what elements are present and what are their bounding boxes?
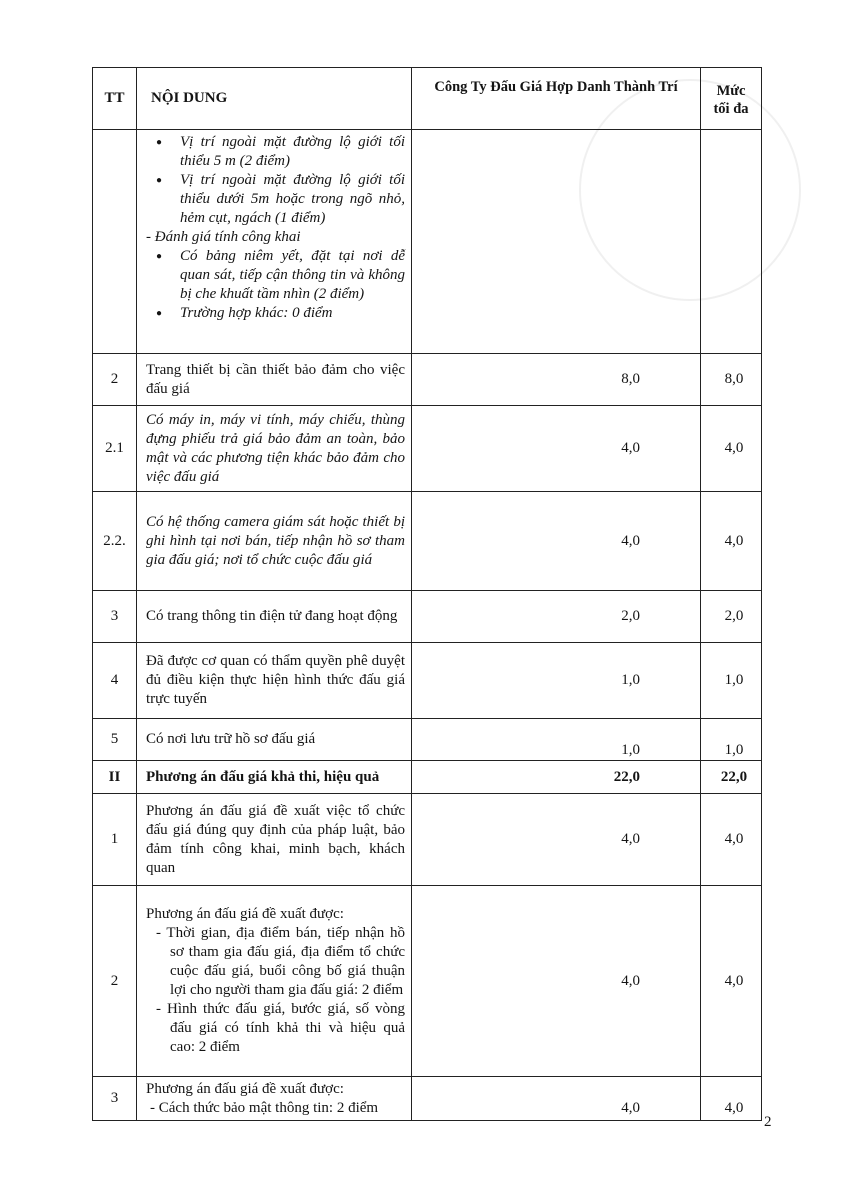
row-intro: Phương án đấu giá đề xuất được: <box>146 906 344 922</box>
row-tt: 2.2. <box>93 492 137 591</box>
table-row <box>93 1077 762 1121</box>
row-max: 4,0 <box>701 794 762 886</box>
list-item: ● Vị trí ngoài mặt đường lộ giới tối thiểu 5 m (2 điểm) <box>180 133 405 171</box>
table-row <box>93 492 762 591</box>
row-tt: 1 <box>93 794 137 886</box>
row-score: 2,0 <box>412 591 701 643</box>
row-content <box>137 886 412 1077</box>
section-score: 22,0 <box>412 761 701 794</box>
sub-heading: - Đánh giá tính công khai <box>146 229 301 245</box>
header-max <box>701 68 762 130</box>
list-item: - Hình thức đấu giá, bước giá, số vòng đấu giá có tính khả thi và hiệu quả cao: 2 điểm <box>156 1001 405 1055</box>
table-header-row <box>93 68 762 130</box>
section-title: Phương án đấu giá khả thi, hiệu quả <box>137 761 412 794</box>
table-row <box>93 591 762 643</box>
row-content: Đã được cơ quan có thẩm quyền phê duyệt đủ điều kiện thực hiện hình thức đấu giá trực tuyến <box>137 643 412 719</box>
row-max: 1,0 <box>701 719 762 761</box>
row-intro: Phương án đấu giá đề xuất được: <box>146 1080 344 1097</box>
page-number: 2 <box>764 1114 772 1130</box>
section-row <box>93 761 762 794</box>
list-item: ● Có bảng niêm yết, đặt tại nơi dễ quan sát, tiếp cận thông tin và không bị che khuất tầm nhìn (2 điểm) <box>180 247 405 304</box>
row-tt: 2.1 <box>93 406 137 492</box>
header-company: Công Ty Đấu Giá Hợp Danh Thành Trí <box>412 68 701 130</box>
list-item: ● Trường hợp khác: 0 điểm <box>180 304 405 323</box>
table-row <box>93 794 762 886</box>
row-tt: 3 <box>93 591 137 643</box>
header-max-line1: Mức <box>716 83 746 99</box>
row-tt: 5 <box>93 719 137 761</box>
row-score: 1,0 <box>412 719 701 761</box>
row-max: 4,0 <box>701 492 762 591</box>
table-row <box>93 719 762 761</box>
row-max: 4,0 <box>701 886 762 1077</box>
row-score: 4,0 <box>412 886 701 1077</box>
section-tt: II <box>93 761 137 794</box>
row-max: 4,0 <box>701 1077 762 1121</box>
row-max: 1,0 <box>701 643 762 719</box>
row-tt: 3 <box>93 1077 137 1121</box>
row-score: 8,0 <box>412 354 701 406</box>
row-tt: 2 <box>93 354 137 406</box>
table-row <box>93 643 762 719</box>
row-content: Có nơi lưu trữ hồ sơ đấu giá <box>137 719 412 761</box>
row-max: 4,0 <box>701 406 762 492</box>
row-tt: 2 <box>93 886 137 1077</box>
header-max-line2: tối đa <box>713 101 749 117</box>
table-row <box>93 406 762 492</box>
row-score: 4,0 <box>412 1077 701 1121</box>
list-item: ● Vị trí ngoài mặt đường lộ giới tối thiểu dưới 5m hoặc trong ngõ nhỏ, hẻm cụt, ngách (1 điểm) <box>180 171 405 228</box>
table-row <box>93 886 762 1077</box>
table-row <box>93 354 762 406</box>
row-content: Có máy in, máy vi tính, máy chiếu, thùng đựng phiếu trả giá bảo đảm an toàn, bảo mật và các phương tiện khác bảo đảm cho việc đấu giá <box>137 406 412 492</box>
row-max: 2,0 <box>701 591 762 643</box>
list-item: - Thời gian, địa điểm bán, tiếp nhận hồ sơ tham gia đấu giá, địa điểm tổ chức cuộc đấu giá, buổi công bố giá thuận lợi cho người tham gia đấu giá: 2 điểm <box>156 925 405 998</box>
header-noi-dung: NỘI DUNG <box>137 68 412 130</box>
row-content: Phương án đấu giá đề xuất việc tổ chức đấu giá đúng quy định của pháp luật, bảo đảm tính công khai, minh bạch, khách quan <box>137 794 412 886</box>
row-max: 8,0 <box>701 354 762 406</box>
row-score: 4,0 <box>412 492 701 591</box>
row-content <box>137 1077 412 1121</box>
row-score: 4,0 <box>412 794 701 886</box>
continued-criteria <box>137 130 412 354</box>
row-score: 1,0 <box>412 643 701 719</box>
row-tt: 4 <box>93 643 137 719</box>
row-content: Trang thiết bị cần thiết bảo đảm cho việc đấu giá <box>137 354 412 406</box>
section-max: 22,0 <box>701 761 762 794</box>
scoring-table <box>92 67 762 1121</box>
table-row <box>93 130 762 354</box>
row-score: 4,0 <box>412 406 701 492</box>
row-content: Có trang thông tin điện tử đang hoạt động <box>137 591 412 643</box>
list-item: - Cách thức bảo mật thông tin: 2 điểm <box>150 1099 379 1116</box>
row-content: Có hệ thống camera giám sát hoặc thiết bị ghi hình tại nơi bán, tiếp nhận hồ sơ tham gia đấu giá; nơi tổ chức cuộc đấu giá <box>137 492 412 591</box>
header-tt: TT <box>93 68 137 130</box>
